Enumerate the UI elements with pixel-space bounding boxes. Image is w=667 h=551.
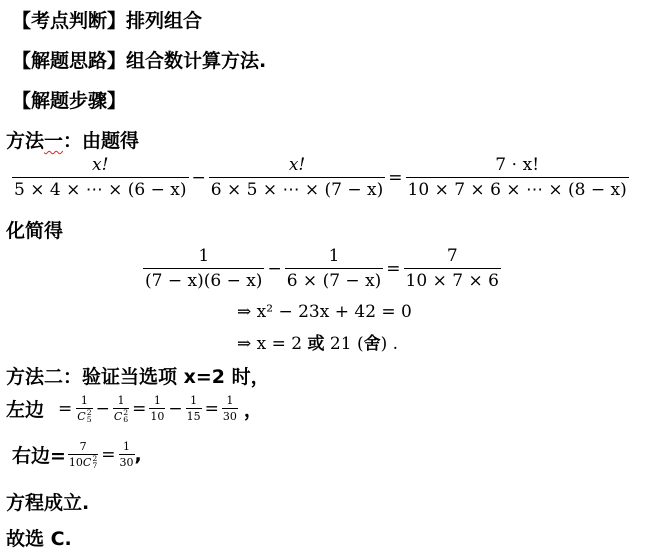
eq2-fraction-2: $\frac{1}{6 \times (7 - x)}$ [286,246,382,291]
eq1-fraction-1: $\frac{x!}{5 \times 4 \times \cdots \times (6 - x)}$ [14,155,187,200]
steps-heading: 【解题步骤】 [12,90,127,112]
eq2-fraction-1: $\frac{1}{(7 - x)(6 - x)}$ [145,246,263,291]
topic-heading: 【考点判断】排列组合 [12,10,203,32]
left-side-label: 左边 [6,399,45,422]
left-fraction-2: 1 C 2 6 [113,394,129,424]
method2-heading: 方法二：验证当选项 x=2 时， [6,366,270,388]
left-fraction-1: 1 C 2 5 [77,394,92,424]
method1-label-a: 方法 [6,130,45,152]
right-side-label: 右边= [12,445,66,468]
equation-4: ⇒ x = 2 或 21 (舍) . [237,334,399,354]
right-fraction-1: 7 10C 2 7 [68,440,98,470]
method1-label-c: ：由题得 [63,130,140,152]
right-fraction-2: $\frac{1}{30}$ [119,440,134,470]
method1-heading [6,126,139,153]
left-fraction-4: $\frac{1}{15}$ [186,394,201,424]
right-side-line: 右边= 7 10C 2 7 = $\frac{1}{30}$ , [12,440,142,470]
idea-heading: 【解题思路】组合数计算方法. [12,50,267,72]
equation-3: ⇒ x² − 23x + 42 = 0 [237,302,412,322]
equation-2: $\frac{1}{(7 - x)(6 - x)}$ − $\frac{1}{6 \times (7 - x)}$ = $\frac{7}{10 \times 7 \times 6}$ [145,246,499,291]
eq2-fraction-3: $\frac{7}{10 \times 7 \times 6}$ [405,246,499,291]
simplify-label: 化简得 [6,220,64,242]
final-answer: 故选 C. [6,528,72,550]
left-fraction-5: $\frac{1}{30}$ [222,394,237,424]
left-fraction-3: $\frac{1}{10}$ [150,394,165,424]
method1-label-b: 一 [44,130,64,152]
equation-holds: 方程成立. [6,492,90,514]
eq1-fraction-2: $\frac{x!}{6 \times 5 \times \cdots \times (7 - x)}$ [210,155,384,200]
eq1-fraction-3: $\frac{7 \cdot x!}{10 \times 7 \times 6 \times \cdots \times (8 - x)}$ [407,155,627,200]
equation-1: $\frac{x!}{5 \times 4 \times \cdots \times (6 - x)}$ − $\frac{x!}{6 \times 5 \times \cdots \times (7 - x)}$ = $\frac{7 \cdot x!}{10 \times 7 \times 6 \times \cdots \times (8 - x)}$ [14,155,627,200]
left-side-line: 左边 = 1 C 2 5 − 1 C 2 6 = $\frac{1}{10}$ − $\frac{1}{15}$ = $\frac{1}{30}$ ， [6,394,263,424]
